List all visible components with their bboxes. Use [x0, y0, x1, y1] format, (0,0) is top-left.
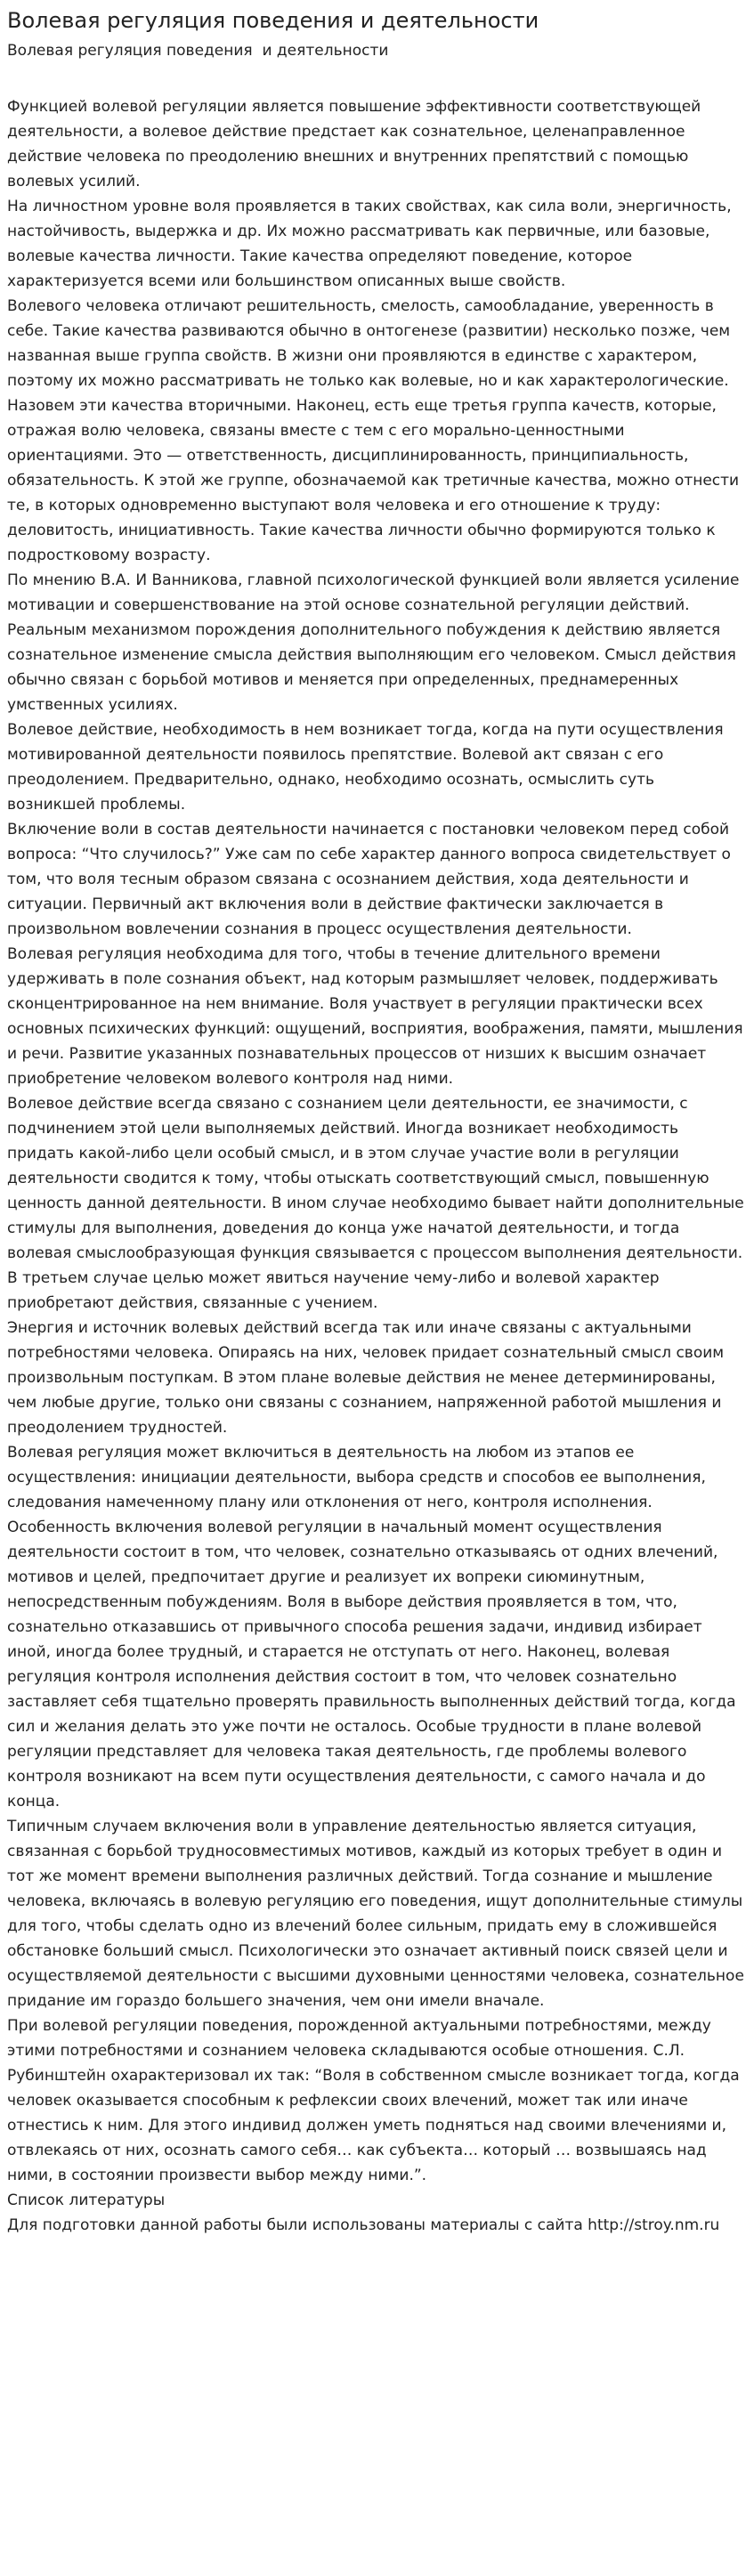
page-subtitle: Волевая регуляция поведения и деятельности — [7, 42, 389, 60]
paragraph: Волевое действие всегда связано с сознанием цели деятельности, ее значимости, с подчинением этой цели выполняемых действий. Иногда возникает необходимость придать какой-либо цели особый смысл, и в этом случае участие воли в регуляции деятельности сводится к тому, чтобы отыскать соответствующий смысл, повышенную ценность данной деятельности. В ином случае необходимо бывает найти дополнительные стимулы для выполнения, доведения до конца уже начатой деятельности, и тогда волевая смыслообразующая функция связывается с процессом выполнения деятельности. В третьем случае целью может явиться научение чему-либо и волевой характер приобретают действия, связанные с учением. — [7, 1095, 744, 1312]
paragraph: Функцией волевой регуляции является повышение эффективности соответствующей деятельности, а волевое действие предстает как сознательное, целенаправленное действие человека по преодолению внешних и внутренних препятствий с помощью волевых усилий. — [7, 98, 701, 190]
paragraph: Волевая регуляция необходима для того, чтобы в течение длительного времени удерживать в поле сознания объект, над которым размышляет человек, поддерживать сконцентрированное на нем внимание. Воля участвует в регуляции практически всех основных психических функций: ощущений, восприятия, воображения, памяти, мышления и речи. Развитие указанных познавательных процессов от низших к высшим означает приобретение человеком волевого контроля над ними. — [7, 945, 743, 1088]
paragraph: При волевой регуляции поведения, порожденной актуальными потребностями, между этими потребностями и сознанием человека складываются особые отношения. С.Л. Рубинштейн охарактеризовал их так: “Воля в собственном смысле возникает тогда, когда человек оказывается способным к рефлексии своих влечений, может так или иначе отнестись к ним. Для этого индивид должен уметь подняться над своими влечениями и, отвлекаясь от них, осознать самого себя… как субъекта… который … возвышаясь над ними, в состоянии произвести выбор между ними.”. — [7, 2017, 740, 2184]
paragraph: На личностном уровне воля проявляется в таких свойствах, как сила воли, энергичность, настойчивость, выдержка и др. Их можно рассматривать как первичные, или базовые, волевые качества личности. Такие качества определяют поведение, которое характеризуется всеми или большинством описанных выше свойств. — [7, 198, 732, 290]
paragraph: Волевая регуляция может включиться в деятельность на любом из этапов ее осуществления: инициации деятельности, выбора средств и способов ее выполнения, следования намеченному плану или отклонения от него, контроля исполнения. Особенность включения волевой регуляции в начальный момент осуществления деятельности состоит в том, что человек, сознательно отказываясь от одних влечений, мотивов и целей, предпочитает другие и реализует их вопреки сиюминутным, непосредственным побуждениям. Воля в выборе действия проявляется в том, что, сознательно отказавшись от привычного способа решения задачи, индивид избирает иной, иногда более трудный, и старается не отступать от него. Наконец, волевая регуляция контроля исполнения действия состоит в том, что человек сознательно заставляет себя тщательно проверять правильность выполненных действий тогда, когда сил и желания делать это уже почти не осталось. Особые трудности в плане волевой регуляции представляет для человека такая деятельность, где проблемы волевого контроля возникают на всем пути осуществления деятельности, с самого начала и до конца. — [7, 1444, 736, 1810]
page-title: Волевая регуляция поведения и деятельности — [7, 8, 539, 33]
paragraph: Включение воли в состав деятельности начинается с постановки человеком перед собой вопроса: “Что случилось?” Уже сам по себе характер данного вопроса свидетельствует о том, что воля тесным образом связана с осознанием действия, хода деятельности и ситуации. Первичный акт включения воли в действие фактически заключается в произвольном вовлечении сознания в процесс осуществления деятельности. — [7, 821, 731, 938]
paragraph: По мнению В.А. И Ванникова, главной психологической функцией воли является усиление мотивации и совершенствование на этой основе сознательной регуляции действий. Реальным механизмом порождения дополнительного побуждения к действию является сознательное изменение смысла действия выполняющим его человеком. Смысл действия обычно связан с борьбой мотивов и меняется при определенных, преднамеренных умственных усилиях. — [7, 571, 740, 714]
paragraph: Волевое действие, необходимость в нем возникает тогда, когда на пути осуществления мотивированной деятельности появилось препятствие. Волевой акт связан с его преодолением. Предварительно, однако, необходимо осознать, осмыслить суть возникшей проблемы. — [7, 721, 724, 814]
references-heading: Список литературы — [7, 2191, 166, 2209]
paragraph: Типичным случаем включения воли в управление деятельностью является ситуация, связанная с борьбой трудносовместимых мотивов, каждый из которых требует в один и тот же момент времени выполнения различных действий. Тогда сознание и мышление человека, включаясь в волевую регуляцию его поведения, ищут дополнительные стимулы для того, чтобы сделать одно из влечений более сильным, придать ему в сложившейся обстановке больший смысл. Психологически это означает активный поиск связей цели и осуществляемой деятельности с высшими духовными ценностями человека, сознательное придание им гораздо большего значения, чем они имели вначале. — [7, 1818, 744, 2010]
source-note: Для подготовки данной работы были использованы материалы с сайта http://stroy.nm.ru — [7, 2216, 720, 2234]
paragraph: Энергия и источник волевых действий всегда так или иначе связаны с актуальными потребностями человека. Опираясь на них, человек придает сознательный смысл своим произвольным поступкам. В этом плане волевые действия не менее детерминированы, чем любые другие, только они связаны с сознанием, напряженной работой мышления и преодолением трудностей. — [7, 1319, 725, 1437]
article-body — [7, 94, 747, 2238]
paragraph: Волевого человека отличают решительность, смелость, самообладание, уверенность в себе. Такие качества развиваются обычно в онтогенезе (развитии) несколько позже, чем названная выше группа свойств. В жизни они проявляются в единстве с характером, поэтому их можно рассматривать не только как волевые, но и как характерологические. Назовем эти качества вторичными. Наконец, есть еще третья группа качеств, которые, отражая волю человека, связаны вместе с тем с его морально-ценностными ориентациями. Это — ответственность, дисциплинированность, принципиальность, обязательность. К этой же группе, обозначаемой как третичные качества, можно отнести те, в которых одновременно выступают воля человека и его отношение к труду: деловитость, инициативность. Такие качества личности обычно формируются только к подростковому возрасту. — [7, 297, 740, 564]
